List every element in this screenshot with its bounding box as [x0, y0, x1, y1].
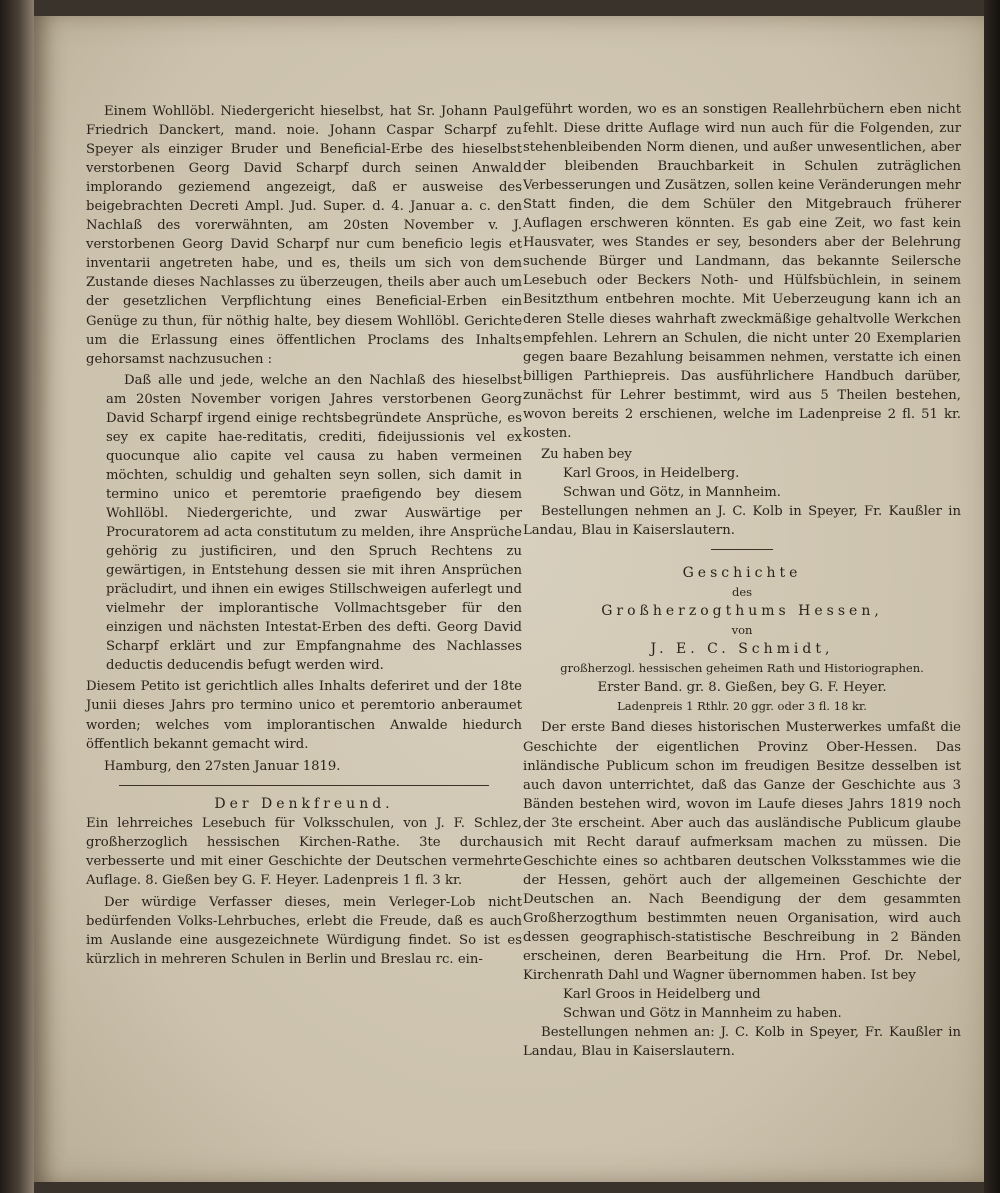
history-author-title: großherzogl. hessischen geheimen Rath und Historiographen.	[560, 661, 924, 676]
history-des: des	[731, 585, 753, 600]
left-column	[86, 102, 522, 969]
availability-line: Zu haben bey	[541, 446, 632, 462]
history-paragraph: Der erste Band dieses historischen Musterwerkes umfaßt die Geschichte der eigentlichen Provinz Ober-Hessen. Das inländische Publicum schon im freudigen Besitze desselben ist auch davon unterrichtet, daß das Ganze der Geschichte aus 3 Bänden bestehen wird, wovon im Laufe dieses Jahrs 1819 noch der 3te erscheint. Aber auch das ausländische Publicum glaube ich mit Recht darauf aufmerksam machen zu müssen. Die Geschichte eines so achtbaren deutschen Volksstammes wie die der Hessen, gehört auch der allgemeinen Geschichte der Deutschen an. Nach Beendigung der dem gesammten Großherzogthum bestimmten neuen Organisation, wird auch dessen geographisch-statistische Beschreibung in 2 Bänden erscheinen, deren Bearbeitung die Hrn. Prof. Dr. Nebel, Kirchenrath Dahl und Wagner übernommen haben. Ist bey	[523, 720, 961, 984]
section-divider	[119, 785, 490, 786]
seller-mannheim: Schwan und Götz, in Mannheim.	[563, 484, 781, 500]
history-subject: Großherzogthums Hessen,	[601, 603, 883, 620]
book-spine	[0, 0, 34, 1193]
right-column	[523, 100, 961, 1061]
orders-line-2: Bestellungen nehmen an: J. C. Kolb in Speyer, Fr. Kaußler in Landau, Blau in Kaiserslautern.	[523, 1025, 961, 1060]
book-title: Der Denkfreund.	[214, 795, 394, 812]
decree-paragraph: Diesem Petito ist gerichtlich alles Inhalts deferiret und der 18te Junii dieses Jahrs pro termino unico et peremtorio anberaumet worden; welches vom implorantischen Anwalde hiedurch öffentlich bekannt gemacht wird.	[86, 679, 522, 752]
page-edge-shadow	[984, 0, 1000, 1193]
quoted-request: Daß alle und jede, welche an den Nachlaß des hieselbst am 20sten November vorigen Jahres verstorbenen Georg David Scharpf irgend einige rechtsbegründete Ansprüche, es sey ex capite hae-reditatis, crediti, fideijussionis vel ex quocunque alio capite vel causa zu haben vermeinen möchten, schuldig und gehalten seyn sollen, sich damit in termino unico et peremtorie praefigendo bey diesem Wohllöbl. Niedergerichte, und zwar Auswärtige per Procuratorem ad acta constitutum zu melden, ihre Ansprüche gehörig zu justificiren, und den Spruch Rechtens zu gewärtigen, in Entstehung dessen sie mit ihren Ansprüchen präcludirt, und ihnen ein ewiges Stillschweigen auferlegt und vielmehr der implorantische Vollmachtsgeber für den einzigen und nächsten Intestat-Erben des defti. Georg David Scharpf erklärt und zur Empfangnahme des Nachlasses deductis deducendis befugt werden wird.	[106, 372, 522, 674]
history-title: Geschichte	[682, 565, 802, 582]
seller-heidelberg-2: Karl Groos in Heidelberg und	[563, 987, 761, 1003]
seller-heidelberg: Karl Groos, in Heidelberg.	[563, 465, 740, 481]
history-price: Ladenpreis 1 Rthlr. 20 ggr. oder 3 fl. 18 kr.	[617, 699, 867, 714]
date-line: Hamburg, den 27sten Januar 1819.	[104, 758, 341, 774]
short-divider	[711, 549, 772, 550]
notice-paragraph: Einem Wohllöbl. Niedergericht hieselbst, hat Sr. Johann Paul Friedrich Danckert, mand. noie. Johann Caspar Scharpf zu Speyer als einziger Bruder und Beneficial-Erbe des hieselbst verstorbenen Georg David Scharpf durch seinen Anwald implorando geziemend angezeigt, daß er ausweise des beigebrachten Decreti Ampl. Jud. Super. d. 4. Januar a. c. den Nachlaß des vorerwähnten, am 20sten November v. J. verstorbenen Georg David Scharpf nur cum beneficio legis et inventarii angetreten habe, und es, theils um sich von dem Zustande dieses Nachlasses zu überzeugen, theils aber auch um der gesetzlichen Verpflichtung eines Beneficial-Erben ein Genüge zu thun, für nöthig halte, bey diesem Wohllöbl. Gerichte um die Erlassung eines öffentlichen Proclams des Inhalts gehorsamst nachzusuchen :	[86, 104, 522, 367]
review-paragraph: Der würdige Verfasser dieses, mein Verleger-Lob nicht bedürfenden Volks-Lehrbuches, erlebt die Freude, daß es auch im Auslande eine ausgezeichnete Würdigung findet. So ist es kürzlich in mehreren Schulen in Berlin und Breslau rc. ein-	[86, 894, 522, 968]
seller-mannheim-2: Schwan und Götz in Mannheim zu haben.	[563, 1006, 842, 1022]
history-von: von	[731, 623, 753, 638]
history-edition: Erster Band. gr. 8. Gießen, bey G. F. Heyer.	[597, 680, 887, 696]
orders-line: Bestellungen nehmen an J. C. Kolb in Speyer, Fr. Kaußler in Landau, Blau in Kaiserslautern.	[523, 503, 961, 539]
book-paragraph: Ein lehrreiches Lesebuch für Volksschulen, von J. F. Schlez, großherzoglich hessischen Kirchen-Rathe. 3te durchaus verbesserte und mit einer Geschichte der Deutschen vermehrte Auflage. 8. Gießen bey G. F. Heyer. Ladenpreis 1 fl. 3 kr.	[86, 815, 522, 888]
continuation-paragraph: geführt worden, wo es an sonstigen Reallehrbüchern eben nicht fehlt. Diese dritte Auflage wird nun auch für die Folgenden, zur stehenbleibenden Norm dienen, und außer unwesentlichen, aber der bleibenden Brauchbarkeit in Schulen zuträglichen Verbesserungen und Zusätzen, sollen keine Veränderungen mehr Statt finden, die dem Schüler den Mitgebrauch früherer Auflagen erschweren könnten. Es gab eine Zeit, wo fast kein Hausvater, wes Standes er sey, besonders aber der Belehrung suchende Bürger und Landmann, das bekannte Seilersche Lesebuch oder Beckers Noth- und Hülfsbüchlein, in seinem Besitzthum entbehren mochte. Mit Ueberzeugung kann ich an deren Stelle dieses wahrhaft zweckmäßige gehaltvolle Werkchen empfehlen. Lehrern an Schulen, die nicht unter 20 Exemplarien gegen baare Bezahlung beisammen nehmen, verstatte ich einen billigen Parthiepreis. Das ausführlichere Handbuch darüber, zunächst für Lehrer bestimmt, wird aus 5 Theilen bestehen, wovon bereits 2 erschienen, welche im Ladenpreise 2 fl. 51 kr. kosten.	[523, 102, 961, 441]
history-author: J. E. C. Schmidt,	[650, 641, 834, 658]
